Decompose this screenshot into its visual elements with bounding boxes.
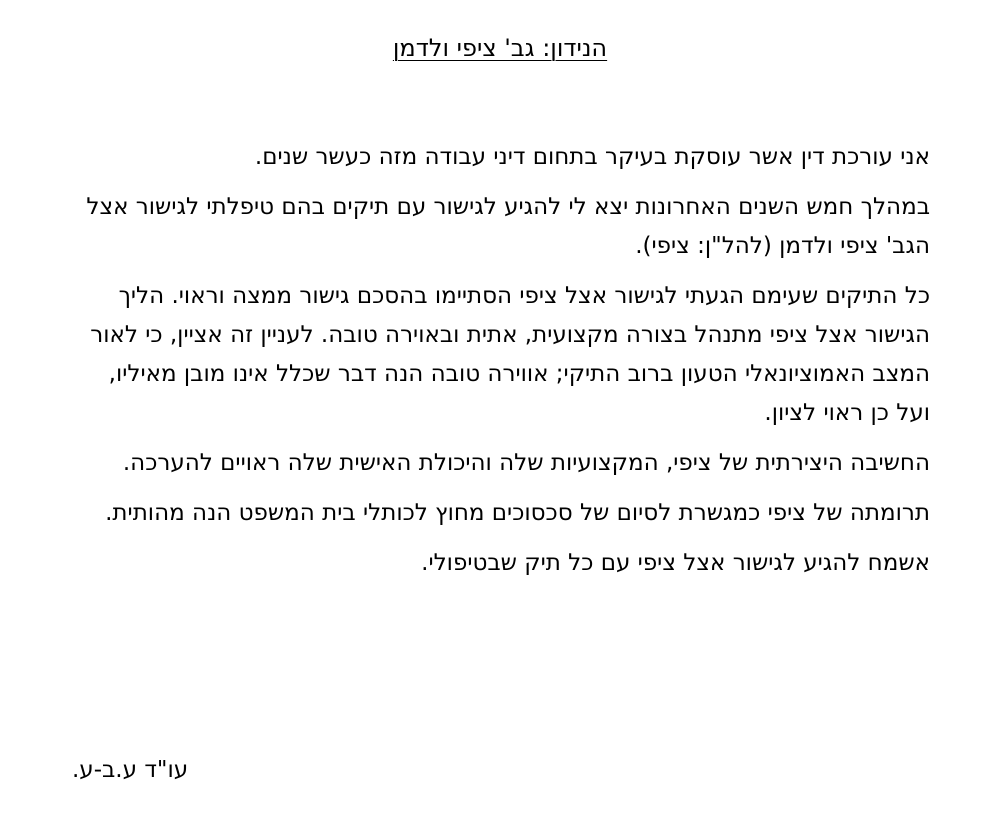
letter-body: [70, 138, 930, 594]
paragraph-process: כל התיקים שעימם הגעתי לגישור אצל ציפי הסתיימו בהסכם גישור ממצה וראוי. הליך הגישור אצל ציפי מתנהל בצורה מקצועית, אתית ובאוירה טובה. לעניין זה אציין, כי לאור המצב האמוציונאלי הטעון ברוב התיקי; אווירה טובה הנה דבר שכלל אינו מובן מאיליו, ועל כן ראוי לציון.: [90, 283, 930, 426]
paragraph-skills: החשיבה היצירתית של ציפי, המקצועיות שלה והיכולת האישית שלה ראויים להערכה.: [122, 450, 930, 476]
letter-subject: הנידון: גב' ציפי ולדמן: [392, 34, 608, 62]
paragraph-experience: אני עורכת דין אשר עוסקת בעיקר בתחום דיני עבודה מזה כעשר שנים.: [254, 144, 930, 170]
paragraph-background: במהלך חמש השנים האחרונות יצא לי להגיע לגישור עם תיקים בהם טיפלתי לגישור אצל הגב' ציפי ולדמן (להל"ן: ציפי).: [86, 194, 930, 259]
paragraph-closing: אשמח להגיע לגישור אצל ציפי עם כל תיק שבטיפולי.: [421, 550, 930, 576]
paragraph-contribution: תרומתה של ציפי כמגשרת לסיום של סכסוכים מחוץ לכותלי בית המשפט הנה מהותית.: [105, 500, 930, 526]
signature: עו"ד ע.ב-ע.: [72, 757, 189, 783]
